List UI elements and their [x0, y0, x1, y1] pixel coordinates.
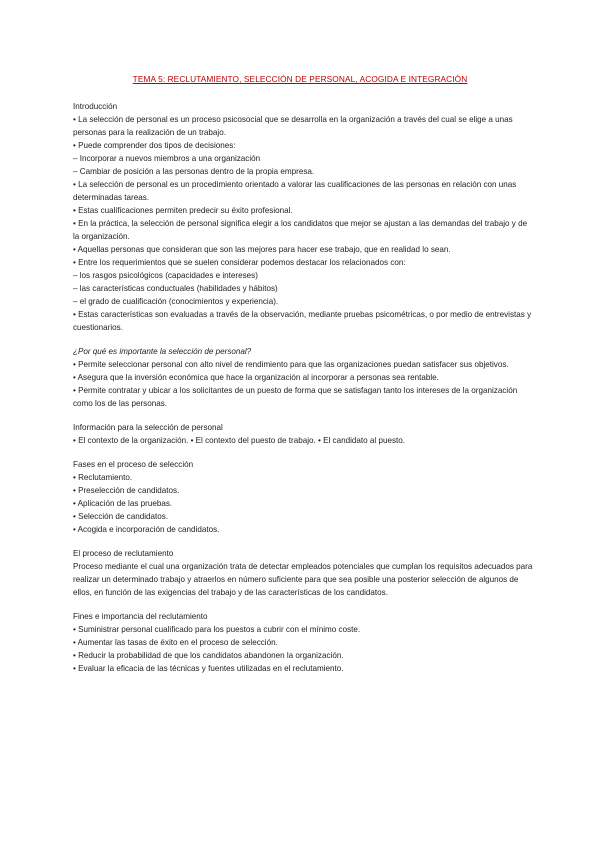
- text-line: – Cambiar de posición a las personas dentro de la propia empresa.: [73, 167, 315, 176]
- section-heading: El proceso de reclutamiento: [73, 549, 174, 558]
- section-proceso-reclutamiento: [73, 547, 533, 599]
- text-line: • En la práctica, la selección de personal significa elegir a los candidatos que mejor se ajustan a las demandas del trabajo y de la organización.: [73, 219, 528, 241]
- text-line: • Evaluar la eficacia de las técnicas y fuentes utilizadas en el reclutamiento.: [73, 664, 344, 673]
- document-title: TEMA 5: RECLUTAMIENTO, SELECCIÓN DE PERSONAL, ACOGIDA E INTEGRACIÓN: [132, 74, 468, 84]
- text-line: • La selección de personal es un proceso psicosocial que se desarrolla en la organización a través del cual se elige a unas personas para la realización de un trabajo.: [73, 115, 513, 137]
- section-fines-reclutamiento: [73, 610, 533, 675]
- text-line: – el grado de cualificación (conocimientos y experiencia).: [73, 297, 279, 306]
- text-line: • Reclutamiento.: [73, 473, 133, 482]
- section-introduccion: [73, 100, 533, 334]
- section-heading: ¿Por qué es importante la selección de personal?: [73, 347, 252, 356]
- section-heading: Información para la selección de personal: [73, 423, 223, 432]
- text-line: – las características conductuales (habilidades y hábitos): [73, 284, 278, 293]
- text-line: • Acogida e incorporación de candidatos.: [73, 525, 220, 534]
- text-line: • Estas cualificaciones permiten predecir su éxito profesional.: [73, 206, 293, 215]
- section-informacion-seleccion: [73, 421, 533, 447]
- text-line: • Estas características son evaluadas a través de la observación, mediante pruebas psicométricas, o por medio de entrevistas y cuestionarios.: [73, 310, 532, 332]
- text-line: • Puede comprender dos tipos de decisiones:: [73, 141, 236, 150]
- text-line: • Preselección de candidatos.: [73, 486, 180, 495]
- text-line: • Entre los requerimientos que se suelen considerar podemos destacar los relacionados con:: [73, 258, 406, 267]
- section-fases-seleccion: [73, 458, 533, 536]
- section-heading: Fases en el proceso de selección: [73, 460, 194, 469]
- text-line: • Reducir la probabilidad de que los candidatos abandonen la organización.: [73, 651, 344, 660]
- section-heading: Fines e importancia del reclutamiento: [73, 612, 208, 621]
- text-line: • Selección de candidatos.: [73, 512, 169, 521]
- text-line: • El contexto de la organización. • El contexto del puesto de trabajo. • El candidato al puesto.: [73, 436, 406, 445]
- text-line: • Suministrar personal cualificado para los puestos a cubrir con el mínimo coste.: [73, 625, 361, 634]
- text-line: • Aquellas personas que consideran que son las mejores para hacer ese trabajo, que en realidad lo sean.: [73, 245, 451, 254]
- section-heading: Introducción: [73, 102, 118, 111]
- text-line: • Permite seleccionar personal con alto nivel de rendimiento para que las organizaciones puedan satisfacer sus objetivos.: [73, 360, 509, 369]
- text-line: • Permite contratar y ubicar a los solicitantes de un puesto de forma que se satisfagan tanto los intereses de la organización como los de las personas.: [73, 386, 518, 408]
- document-body: [73, 100, 533, 686]
- text-line: Proceso mediante el cual una organización trata de detectar empleados potenciales que cumplan los requisitos adecuados para realizar un determinado trabajo y atraerlos en número suficiente para que sea posible una posterior selección de algunos de ellos, en función de las exigencias del trabajo y de las características de los candidatos.: [73, 562, 533, 597]
- text-line: • Asegura que la inversión económica que hace la organización al incorporar a personas sea rentable.: [73, 373, 439, 382]
- text-line: • La selección de personal es un procedimiento orientado a valorar las cualificaciones de las personas en relación con unas determinadas tareas.: [73, 180, 517, 202]
- text-line: – Incorporar a nuevos miembros a una organización: [73, 154, 261, 163]
- section-importancia-seleccion: [73, 345, 533, 410]
- text-line: • Aumentar las tasas de éxito en el proceso de selección.: [73, 638, 278, 647]
- text-line: – los rasgos psicológicos (capacidades e intereses): [73, 271, 258, 280]
- text-line: • Aplicación de las pruebas.: [73, 499, 173, 508]
